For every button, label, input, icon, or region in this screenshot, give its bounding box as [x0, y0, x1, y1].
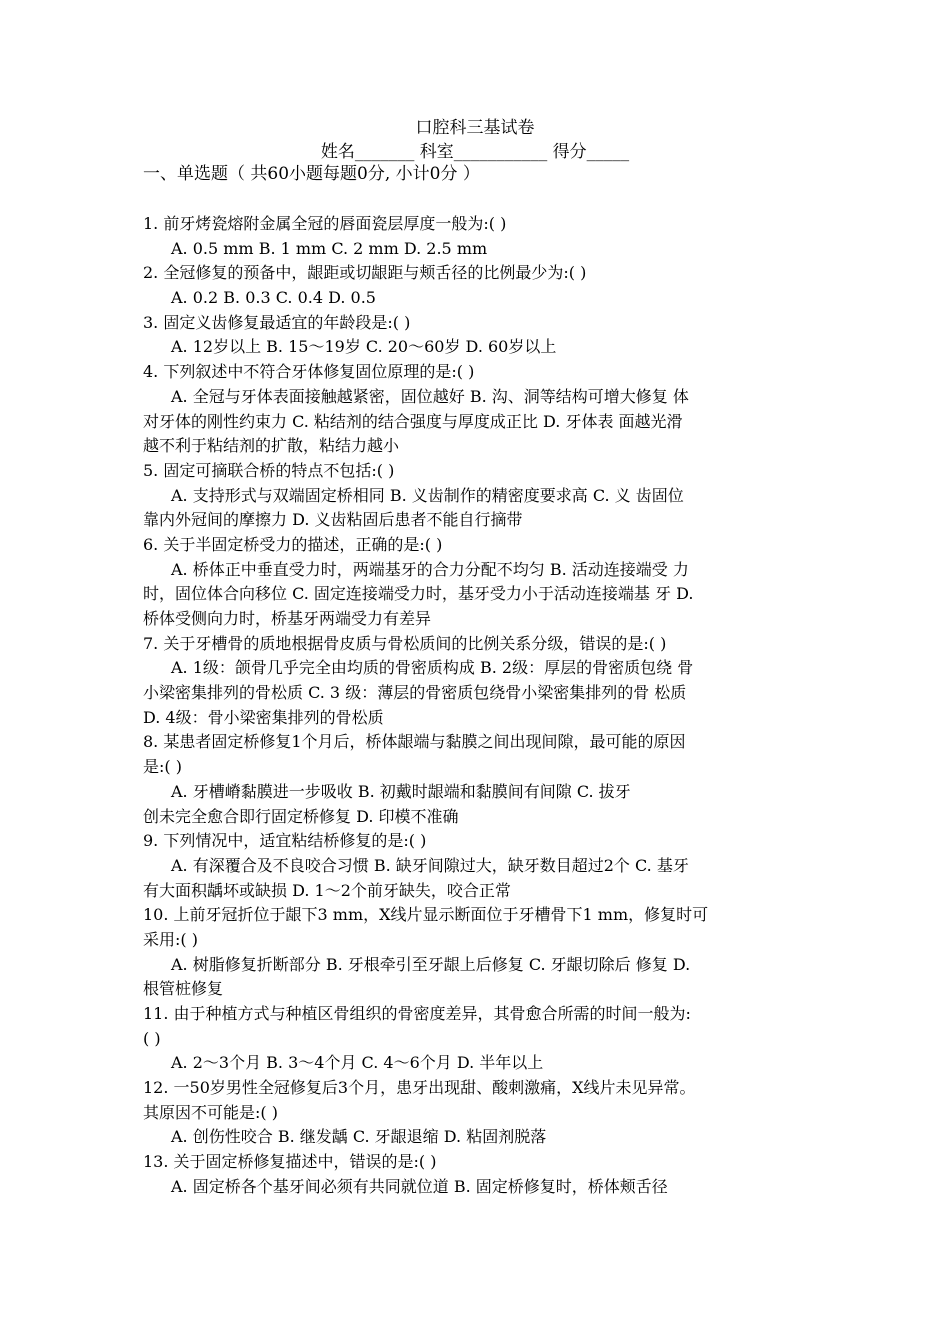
- question-line: 11. 由于种植方式与种植区骨组织的骨密度差异，其骨愈合所需的时间一般为:: [143, 1004, 691, 1023]
- question-line: 时，固位体合向移位 C. 固定连接端受力时，基牙受力小于活动连接端基 牙 D.: [143, 584, 694, 604]
- question-line: 3. 固定义齿修复最适宜的年龄段是:( ): [143, 312, 411, 332]
- question-line: 12. 一50岁男性全冠修复后3个月，患牙出现甜、酸刺激痛，X线片未见异常。: [143, 1078, 696, 1098]
- question-line: 5. 固定可摘联合桥的特点不包括:( ): [143, 460, 395, 480]
- option-line: A. 树脂修复折断部分 B. 牙根牵引至牙龈上后修复 C. 牙龈切除后 修复 D.: [171, 954, 691, 974]
- question-line: 其原因不可能是:( ): [143, 1102, 278, 1122]
- option-line: A. 全冠与牙体表面接触越紧密，固位越好 B. 沟、洞等结构可增大修复 体: [171, 386, 689, 406]
- option-line: A. 支持形式与双端固定桥相同 B. 义齿制作的精密度要求高 C. 义 齿固位: [171, 485, 684, 505]
- exam-title: 口腔科三基试卷: [415, 118, 535, 138]
- question-line: 靠内外冠间的摩擦力 D. 义齿粘固后患者不能自行摘带: [143, 510, 523, 530]
- option-line: A. 有深覆合及不良咬合习惯 B. 缺牙间隙过大，缺牙数目超过2个 C. 基牙: [171, 855, 689, 875]
- question-line: 9. 下列情况中，适宜粘结桥修复的是:( ): [143, 831, 427, 851]
- question-line: 根管桩修复: [143, 979, 224, 999]
- option-line: A. 桥体正中垂直受力时，两端基牙的合力分配不均匀 B. 活动连接端受 力: [171, 559, 689, 579]
- question-line: 13. 关于固定桥修复描述中，错误的是:( ): [143, 1152, 437, 1172]
- option-line: A. 12岁以上 B. 15～19岁 C. 20～60岁 D. 60岁以上: [171, 337, 557, 357]
- question-line: 7. 关于牙槽骨的质地根据骨皮质与骨松质间的比例关系分级，错误的是:( ): [143, 633, 667, 653]
- question-line: 10. 上前牙冠折位于龈下3 mm，X线片显示断面位于牙槽骨下1 mm，修复时可: [143, 905, 709, 925]
- question-body: [143, 212, 823, 1200]
- section-heading: 一、单选题（ 共60小题每题0分, 小计0分 ）: [143, 164, 480, 184]
- question-line: 有大面积龋坏或缺损 D. 1～2个前牙缺失，咬合正常: [143, 880, 511, 900]
- option-line: A. 牙槽嵴黏膜进一步吸收 B. 初戴时龈端和黏膜间有间隙 C. 拔牙: [171, 781, 631, 801]
- question-line: 小梁密集排列的骨松质 C. 3 级：薄层的骨密质包绕骨小梁密集排列的骨 松质: [143, 683, 687, 703]
- question-line: 桥体受侧向力时，桥基牙两端受力有差异: [143, 609, 432, 628]
- option-line: A. 1级：颌骨几乎完全由均质的骨密质构成 B. 2级：厚层的骨密质包绕 骨: [171, 658, 694, 678]
- question-line: 对牙体的刚性约束力 C. 粘结剂的结合强度与厚度成正比 D. 牙体表 面越光滑: [143, 411, 683, 431]
- question-line: D. 4级：骨小梁密集排列的骨松质: [143, 707, 384, 727]
- question-line: 采用:( ): [143, 929, 198, 949]
- option-line: A. 创伤性咬合 B. 继发龋 C. 牙龈退缩 D. 粘固剂脱落: [171, 1127, 547, 1147]
- question-line: 2. 全冠修复的预备中，龈距或切龈距与颊舌径的比例最少为:( ): [143, 263, 587, 283]
- question-line: ( ): [143, 1028, 161, 1048]
- question-line: 是:( ): [143, 757, 182, 777]
- question-line: 6. 关于半固定桥受力的描述，正确的是:( ): [143, 534, 443, 554]
- question-line: 创未完全愈合即行固定桥修复 D. 印模不准确: [143, 806, 459, 826]
- option-line: A. 固定桥各个基牙间必须有共同就位道 B. 固定桥修复时，桥体颊舌径: [171, 1176, 668, 1196]
- option-line: A. 0.5 mm B. 1 mm C. 2 mm D. 2.5 mm: [171, 238, 488, 258]
- question-line: 1. 前牙烤瓷熔附金属全冠的唇面瓷层厚度一般为:( ): [143, 214, 507, 233]
- question-line: 8. 某患者固定桥修复1个月后，桥体龈端与黏膜之间出现间隙，最可能的原因: [143, 732, 686, 752]
- exam-header-fields: 姓名_______ 科室___________ 得分_____: [320, 142, 630, 162]
- option-line: A. 0.2 B. 0.3 C. 0.4 D. 0.5: [171, 288, 376, 308]
- question-line: 4. 下列叙述中不符合牙体修复固位原理的是:( ): [143, 362, 475, 382]
- option-line: A. 2～3个月 B. 3～4个月 C. 4～6个月 D. 半年以上: [171, 1053, 544, 1073]
- question-line: 越不利于粘结剂的扩散，粘结力越小: [143, 436, 400, 456]
